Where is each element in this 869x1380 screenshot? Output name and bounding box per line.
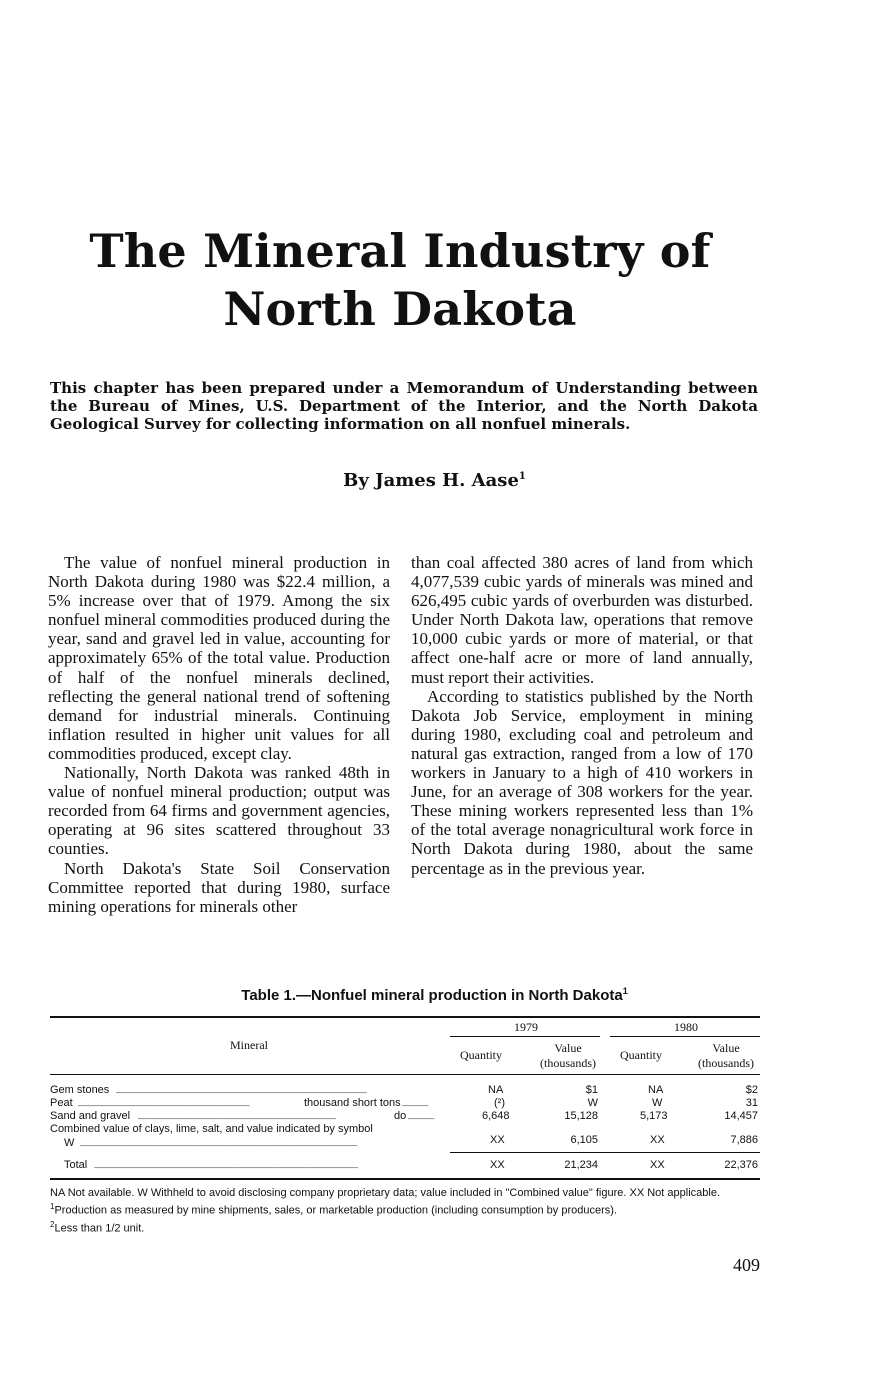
table-caption-text: Table 1.—Nonfuel mineral production in North Dakota <box>241 987 623 1004</box>
table-row-label: Sand and gravel <box>50 1110 131 1122</box>
header-value-unit: (thousands) <box>540 1056 596 1070</box>
table-caption-footnote-mark: 1 <box>622 986 628 996</box>
footnote-legend: NA Not available. W Withheld to avoid disclosing company proprietary data; value included in "Combined value" figure. XX Not applicable. <box>50 1187 721 1199</box>
cell-quantity-1980: NA <box>648 1084 664 1096</box>
table-row-unit: do <box>394 1110 407 1122</box>
paragraph: The value of nonfuel mineral production in North Dakota during 1980 was $22.4 million, a 5% increase over that of 1979. Among the six nonfuel mineral commodities produced during the year, sand and gravel led in value, accounting for approximately 65% of the total value. Production of half of the nonfuel minerals declined, reflecting the general national trend of softening demand for industrial minerals. Continuing inflation resulted in higher unit values for all commodities produced, except clay. <box>48 553 390 763</box>
year-1980-rule <box>610 1036 760 1037</box>
cell-value-1980: $2 <box>745 1084 758 1096</box>
cell-quantity-1980: XX <box>650 1134 665 1146</box>
header-quantity-1979: Quantity <box>460 1048 502 1062</box>
total-quantity-1980: XX <box>650 1159 665 1171</box>
table-row-label: Peat <box>50 1097 73 1109</box>
cell-quantity-1980: W <box>652 1097 663 1109</box>
header-year-1979: 1979 <box>514 1020 538 1034</box>
paragraph: North Dakota's State Soil Conservation Committee reported that during 1980, surface mining operations for minerals other <box>48 858 390 916</box>
table-row-label: Combined value of clays, lime, salt, and value indicated by symbol <box>50 1123 373 1135</box>
total-value-1979: 21,234 <box>564 1159 598 1171</box>
header-value-label: Value <box>712 1041 740 1055</box>
cell-quantity-1979: XX <box>490 1134 505 1146</box>
leader-dots: __________________________________________ <box>80 1137 358 1149</box>
header-year-1980: 1980 <box>674 1020 698 1034</box>
cell-value-1979: 15,128 <box>564 1110 598 1122</box>
author-byline <box>0 470 869 491</box>
footnote-text: Production as measured by mine shipments, sales, or marketable production (including consumption by producers). <box>54 1204 617 1217</box>
footnote-text: Less than 1/2 unit. <box>54 1222 145 1235</box>
table-bottom-rule <box>50 1178 760 1180</box>
footnote-2 <box>50 1218 762 1236</box>
footnote-1 <box>50 1200 762 1218</box>
cell-value-1979: 6,105 <box>570 1134 598 1146</box>
table-top-rule <box>50 1016 760 1018</box>
chapter-title <box>60 222 740 338</box>
chapter-intro: This chapter has been prepared under a Memorandum of Understanding between the Bureau of Mines, U.S. Department of the Interior, and the North Dakota Geological Survey for collecting information on all nonfuel minerals. <box>50 379 758 433</box>
leader-dots: ____ <box>402 1097 429 1109</box>
paragraph-continued: than coal affected 380 acres of land from which 4,077,539 cubic yards of minerals was mined and 626,495 cubic yards of overburden was disturbed. Under North Dakota law, operations that remove 10,000 cubic yards or more of material, or that affect one-half acre or more of land annually, must report their activities. <box>411 553 753 687</box>
header-value-label: Value <box>554 1041 582 1055</box>
header-value-1980 <box>690 1041 762 1071</box>
paragraph: Nationally, North Dakota was ranked 48th in value of nonfuel mineral production; output was recorded from 64 firms and government agencies, operating at 96 sites scattered throughout 33 counties. <box>48 763 390 859</box>
header-value-unit: (thousands) <box>698 1056 754 1070</box>
cell-value-1979: W <box>587 1097 598 1109</box>
body-column-left <box>48 553 390 916</box>
cell-quantity-1979: 6,648 <box>482 1110 510 1122</box>
header-bottom-rule <box>50 1074 760 1075</box>
cell-value-1979: $1 <box>585 1084 598 1096</box>
leader-dots: ________________________________________ <box>94 1159 359 1171</box>
header-value-1979 <box>534 1041 602 1071</box>
cell-value-1980: 31 <box>745 1097 758 1109</box>
cell-quantity-1979: (²) <box>494 1097 505 1109</box>
cell-value-1980: 14,457 <box>724 1110 758 1122</box>
chapter-title-line2: North Dakota <box>223 282 577 336</box>
total-quantity-1979: XX <box>490 1159 505 1171</box>
body-column-right <box>411 553 753 878</box>
total-rule <box>450 1152 760 1153</box>
header-quantity-1980: Quantity <box>620 1048 662 1062</box>
leader-dots: __________________________ <box>78 1097 250 1109</box>
year-1979-rule <box>450 1036 600 1037</box>
author-name: By James H. Aase <box>343 470 519 491</box>
cell-value-1980: 7,886 <box>730 1134 758 1146</box>
chapter-title-line1: The Mineral Industry of <box>89 224 711 278</box>
header-mineral: Mineral <box>230 1038 268 1052</box>
leader-dots: ____ <box>408 1110 435 1122</box>
leader-dots: ______________________________________ <box>116 1084 367 1096</box>
author-footnote-mark: 1 <box>518 471 526 482</box>
leader-dots: ______________________________ <box>138 1110 337 1122</box>
table-caption <box>0 986 869 1004</box>
footnote-mark: 1 <box>50 1202 55 1211</box>
table-footnotes <box>50 1186 762 1235</box>
table-row-label: Gem stones <box>50 1084 110 1096</box>
footnote-mark: 2 <box>50 1219 55 1229</box>
cell-quantity-1980: 5,173 <box>640 1110 668 1122</box>
cell-quantity-1979: NA <box>488 1084 504 1096</box>
paragraph: According to statistics published by the North Dakota Job Service, employment in mining during 1980, excluding coal and petroleum and natural gas extraction, ranged from a low of 170 workers in January to a high of 410 workers in June, for an average of 308 workers for the year. These mining workers represented less than 1% of the total average nonagricultural work force in North Dakota during 1980, about the same percentage as in the previous year. <box>411 686 753 878</box>
total-value-1980: 22,376 <box>724 1159 758 1171</box>
table-row-label-continued: W <box>64 1137 75 1149</box>
table-total-label: Total <box>64 1159 88 1171</box>
page-number: 409 <box>733 1255 760 1275</box>
table-row-unit: thousand short tons <box>304 1097 401 1109</box>
